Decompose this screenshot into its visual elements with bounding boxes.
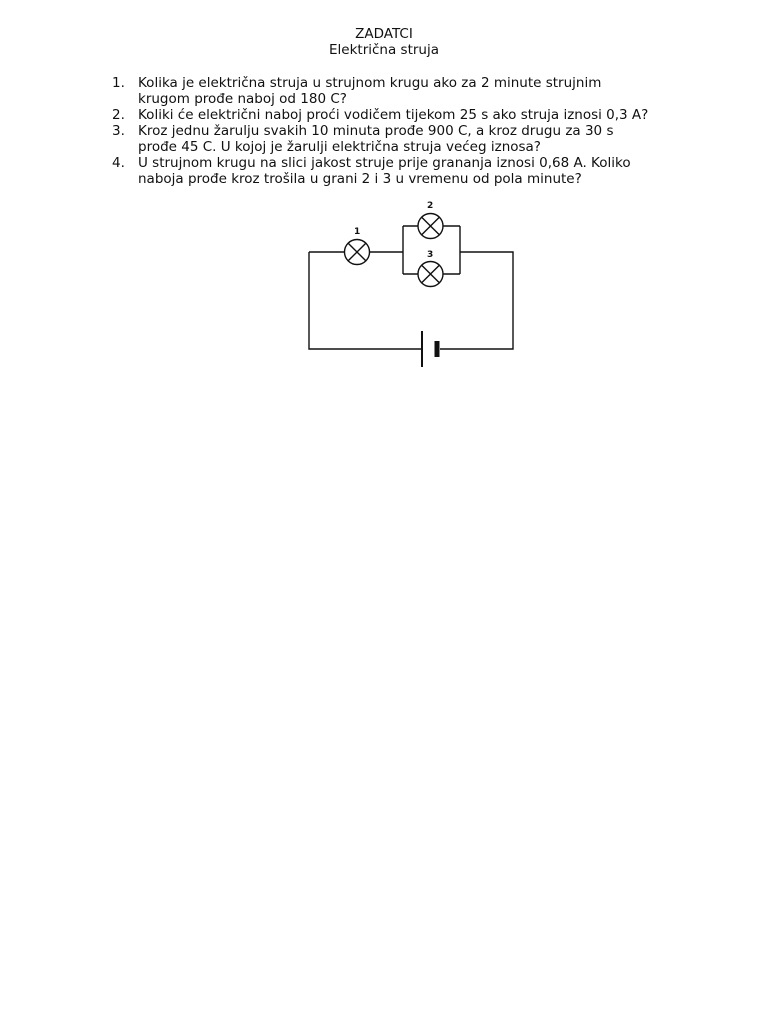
task-line: Kroz jednu žarulju svakih 10 minuta prođe 900 C, a kroz drugu za 30 s — [138, 123, 614, 139]
task-line: U strujnom krugu na slici jakost struje prije grananja iznosi 0,68 A. Koliko — [138, 155, 631, 171]
wire-left — [309, 252, 422, 349]
task-line: Kolika je električna struja u strujnom krugu ako za 2 minute strujnim — [138, 75, 602, 91]
wire-right — [440, 252, 513, 349]
task-number: 4. — [112, 155, 125, 171]
task-line: Koliki će električni naboj proći vodičem tijekom 25 s ako struja iznosi 0,3 A? — [138, 107, 649, 123]
circuit-diagram — [300, 195, 524, 375]
task-line: prođe 45 C. U kojoj je žarulji električna struja većeg iznosa? — [138, 139, 541, 155]
battery-symbol — [422, 331, 437, 367]
task-number: 1. — [112, 75, 125, 91]
task-item — [112, 155, 712, 187]
task-number: 2. — [112, 107, 125, 123]
task-item — [112, 123, 712, 155]
bulb-2 — [418, 214, 443, 239]
task-item — [112, 75, 712, 107]
task-number: 3. — [112, 123, 125, 139]
bulb-3 — [418, 262, 443, 287]
bulb-label-3: 3 — [427, 250, 434, 260]
document-subtitle: Električna struja — [329, 42, 439, 58]
bulb-label-2: 2 — [427, 201, 434, 211]
bulb-label-1: 1 — [354, 227, 361, 237]
document-title: ZADATCI — [355, 26, 413, 42]
task-line: naboja prođe kroz trošila u grani 2 i 3 u vremenu od pola minute? — [138, 171, 582, 187]
task-item — [112, 107, 712, 123]
bulb-1 — [345, 240, 370, 265]
task-list — [112, 75, 712, 187]
task-line: krugom prođe naboj od 180 C? — [138, 91, 347, 107]
